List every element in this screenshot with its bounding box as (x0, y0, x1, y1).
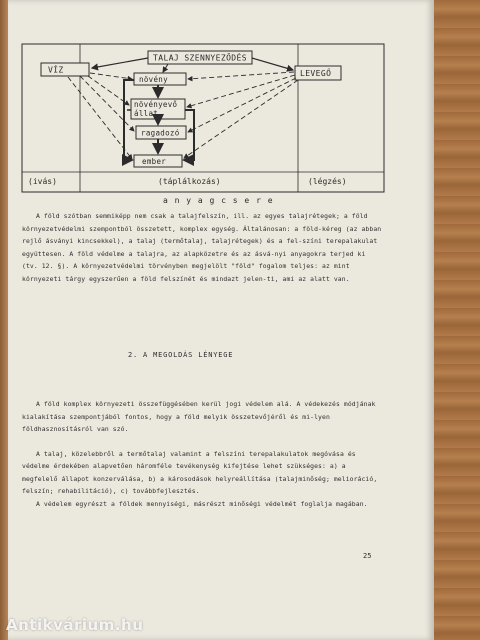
intro-paragraph (22, 210, 382, 285)
paragraph-1: A föld szótban semmiképp nem csak a talajfelszín, ill. az egyes talajrétegek; a föld környezetvédelmi szempontból összetett, komplex egység. Általánosan: a föld-kéreg (az abban rejlő ásványi kincsekkel), a talaj (termőtalaj, talajrétegek) és a fel-színi terepalakulat együttesen. A föld védelme a talajra, az alapközetre és az ásvá-nyi anyagokra terjed ki (tv. 12. §). A környezetvédelmi törvényben megjelölt "föld" fogalom teljes: az mint környezeti tárgy egyszerűen a föld felszínét és mindazt jelen-ti, ami az alatt van. (22, 212, 382, 283)
solution-paragraphs (22, 398, 382, 510)
chain-item-herbivore: növényevő (134, 100, 178, 109)
label-breathing: (légzés) (308, 177, 347, 186)
paragraph-2: A föld komplex környezeti összefüggésében kerül jogi védelem alá. A védekezés módjának kialakítása szempontjából fontos, hogy a föld melyik összetevőjéről és mi-lyen földhasznosításról van szó. (22, 400, 376, 433)
chain-item-human: ember (142, 157, 167, 166)
wooden-table-background (434, 0, 480, 640)
air-label: LEVEGŐ (300, 69, 332, 78)
page-number: 25 (363, 552, 372, 560)
watermark: Antikvárium.hu (6, 616, 144, 634)
paragraph-3: A talaj, közelebbről a termőtalaj valamint a felszíni terepalakulatok megóvása és védelme érdekében alapvetően háromféle tevékenység kifejtése lehet szükséges: a) a megfelelő állapot konzerválása, b) a károsodások helyreállítása (talajminőség; melioráció, felszín; rehabilitáció), c) továbbfejlesztés. (22, 449, 378, 495)
soil-pollution-diagram (8, 0, 434, 210)
label-metabolism: a n y a g c s e r e (163, 196, 274, 205)
book-page (8, 0, 434, 640)
label-drinking: (ivás) (28, 177, 57, 186)
svg-text:állat: állat (134, 109, 159, 118)
water-label: VÍZ (48, 65, 64, 75)
chain-item-plant: növény (139, 75, 168, 84)
label-feeding: (táplálkozás) (158, 177, 221, 186)
book-edge-left (0, 0, 8, 640)
chain-item-predator: ragadozó (141, 128, 180, 138)
paragraph-4: A védelem egyrészt a földek mennyiségi, másrészt minőségi védelmét foglalja magában. (36, 499, 368, 508)
diagram-title: TALAJ SZENNYEZŐDÉS (153, 53, 247, 63)
section-heading: 2. A MEGOLDÁS LÉNYEGE (128, 351, 234, 359)
